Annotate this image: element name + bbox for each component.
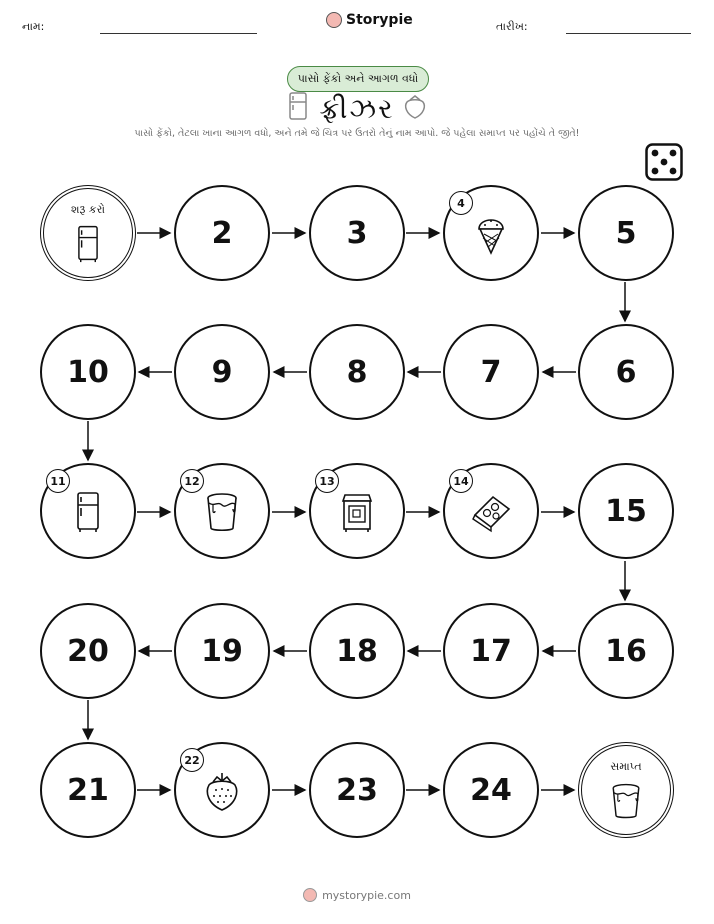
board-cell-12[interactable] bbox=[174, 463, 270, 559]
footer-url[interactable]: mystorypie.com bbox=[322, 888, 411, 902]
yogurt-cup-icon bbox=[606, 780, 646, 820]
board-cell-3[interactable] bbox=[309, 185, 405, 281]
board-cell-18[interactable] bbox=[309, 603, 405, 699]
ice-maker-icon bbox=[335, 489, 379, 533]
cell-number-badge: 12 bbox=[180, 469, 204, 493]
board-cell-13[interactable] bbox=[309, 463, 405, 559]
board-cell-10[interactable] bbox=[40, 324, 136, 420]
finish-label: સમાપ્ત bbox=[610, 760, 642, 773]
cell-number: 20 bbox=[67, 633, 109, 669]
cell-number: 23 bbox=[336, 772, 378, 808]
brand-name: Storypie bbox=[346, 12, 413, 28]
cell-number: 18 bbox=[336, 633, 378, 669]
board-cell-8[interactable] bbox=[309, 324, 405, 420]
board-cell-15[interactable] bbox=[578, 463, 674, 559]
cell-number: 21 bbox=[67, 772, 109, 808]
cell-number-badge: 4 bbox=[449, 191, 473, 215]
fridge-icon bbox=[68, 223, 108, 263]
board-cell-19[interactable] bbox=[174, 603, 270, 699]
cell-number: 17 bbox=[470, 633, 512, 669]
cell-number: 16 bbox=[605, 633, 647, 669]
name-label: નામ: bbox=[22, 20, 45, 33]
date-label: તારીખ: bbox=[496, 20, 528, 33]
cell-number-badge: 13 bbox=[315, 469, 339, 493]
title-pill: પાસો ફેંકો અને આગળ વધો bbox=[287, 66, 429, 92]
board-cell-23[interactable] bbox=[309, 742, 405, 838]
cell-number: 19 bbox=[201, 633, 243, 669]
cell-number: 2 bbox=[211, 215, 233, 251]
board-cell-17[interactable] bbox=[443, 603, 539, 699]
board-cell-4[interactable] bbox=[443, 185, 539, 281]
board-cell-6[interactable] bbox=[578, 324, 674, 420]
cell-number: 7 bbox=[480, 354, 502, 390]
footer bbox=[0, 888, 714, 902]
board-cell-21[interactable] bbox=[40, 742, 136, 838]
board-cell-11[interactable] bbox=[40, 463, 136, 559]
cell-number: 15 bbox=[605, 493, 647, 529]
strawberry-icon bbox=[200, 768, 244, 812]
frozen-food-bag-icon bbox=[469, 489, 513, 533]
storypie-logo-icon bbox=[303, 888, 317, 902]
cell-number: 24 bbox=[470, 772, 512, 808]
board-cell-16[interactable] bbox=[578, 603, 674, 699]
cell-number: 10 bbox=[67, 354, 109, 390]
fridge-icon bbox=[66, 489, 110, 533]
board-cell-22[interactable] bbox=[174, 742, 270, 838]
ice-cream-icon bbox=[469, 211, 513, 255]
cell-number: 5 bbox=[615, 215, 637, 251]
board-cell-20[interactable] bbox=[40, 603, 136, 699]
cell-number-badge: 14 bbox=[449, 469, 473, 493]
board-cell-2[interactable] bbox=[174, 185, 270, 281]
cell-number-badge: 22 bbox=[180, 748, 204, 772]
board-cell-24[interactable] bbox=[443, 742, 539, 838]
board-cell-5[interactable] bbox=[578, 185, 674, 281]
board-cell-7[interactable] bbox=[443, 324, 539, 420]
cell-number: 6 bbox=[615, 354, 637, 390]
board-cell-finish[interactable] bbox=[578, 742, 674, 838]
cell-number-badge: 11 bbox=[46, 469, 70, 493]
cell-number: 9 bbox=[211, 354, 233, 390]
cell-number: 8 bbox=[346, 354, 368, 390]
instructions: પાસો ફેંકો, તેટલા ખાના આગળ વધો, અને તમે જે ચિત્ર પર ઉતરો તેનું નામ આપો. જે પહેલા સમાપ્ત પર પહોંચે તે જીતે! bbox=[134, 128, 580, 139]
board-cell-9[interactable] bbox=[174, 324, 270, 420]
board-cell-start[interactable] bbox=[40, 185, 136, 281]
cell-number: 3 bbox=[346, 215, 368, 251]
page-title: ફ્રીઝર bbox=[319, 92, 395, 125]
yogurt-cup-icon bbox=[200, 489, 244, 533]
board-cell-14[interactable] bbox=[443, 463, 539, 559]
start-label: શરૂ કરો bbox=[70, 203, 106, 216]
